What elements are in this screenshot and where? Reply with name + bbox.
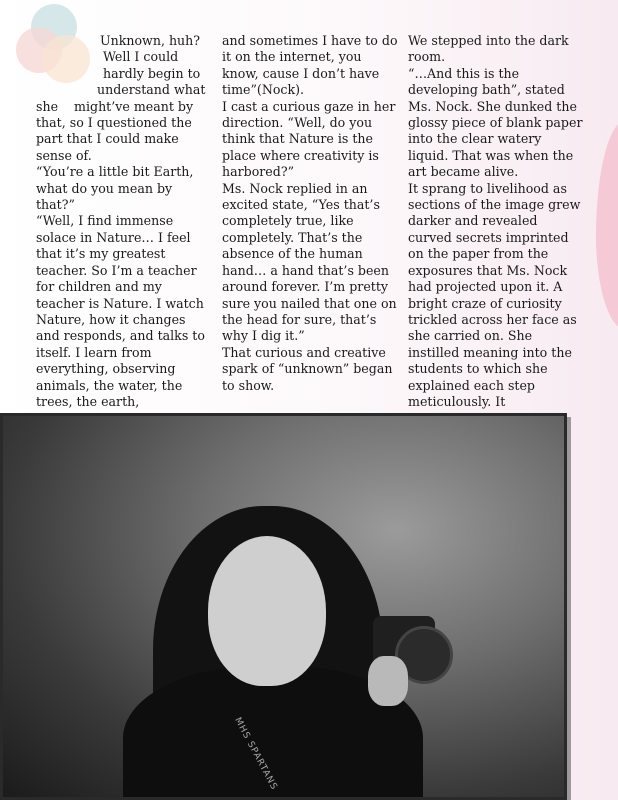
text-column-2 [222,33,398,394]
col2-paragraph-4: That curious and creative spark of “unknown” began to show. [222,344,393,393]
col1-line-3: hardly begin to [103,65,201,81]
col2-paragraph-1: and sometimes I have to do it on the internet, you know, cause I don’t have time”(Nock). [222,33,398,98]
col1-paragraph-3: “Well, I find immense solace in Nature… I feel that it’s my greatest teacher. So I’m a teacher for children and my teacher is Nature. I watch Nature, how it changes and responds, and talks to itself. I learn from everything, observing animals, the water, the trees, the earth, [36,213,205,409]
col3-paragraph-3: It sprang to livelihood as sections of the image grew darker and revealed curved secrets imprinted on the paper from the exposures that Ms. Nock had projected upon it. A bright craze of curiosity trickled across her face as she carried on. She instilled meaning into the students to which she explained each step meticulously. It [408,180,581,409]
col3-paragraph-1: We stepped into the dark room. [408,33,569,65]
col2-paragraph-3: Ms. Nock replied in an excited state, “Yes that’s completely true, like completely. That’s the absence of the human hand… a hand that’s been around forever. I’m pretty sure you nailed that one on the head for sure, that’s why I dig it.” [222,180,397,344]
text-column-3 [408,33,584,410]
photo-of-woman-with-camera [0,413,567,800]
photo-face [208,536,326,686]
lanyard-text: MHS SPARTANS [232,716,279,793]
photo-hand [368,656,408,706]
col1-line-1: Unknown, huh? [100,33,201,48]
decorative-petal [596,120,618,330]
text-column-1 [36,33,212,410]
col3-paragraph-2: “…And this is the developing bath”, stated Ms. Nock. She dunked the glossy piece of blank paper into the clear watery liquid. That was when the art became alive. [408,65,583,180]
col1-line-4: understand what [97,82,206,98]
col1-line-2: Well I could [103,49,179,65]
col1-paragraph-2: “You’re a little bit Earth, what do you mean by that?” [36,164,194,213]
col2-paragraph-2: I cast a curious gaze in her direction. “Well, do you think that Nature is the place where creativity is harbored?” [222,98,396,180]
col1-paragraph-1: she might’ve meant by that, so I questioned the part that I could make sense of. [36,98,198,163]
